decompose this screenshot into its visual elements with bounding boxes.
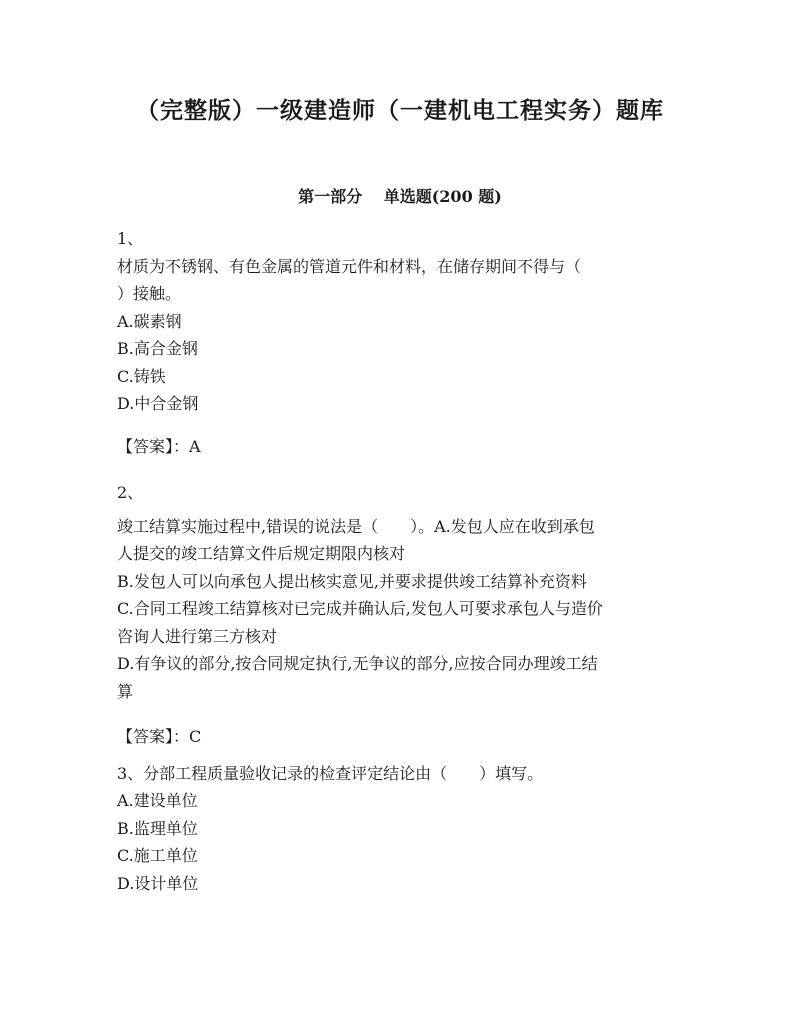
question-1 [117,225,697,460]
option-c-continued: 咨询人进行第三方核对 [117,626,278,646]
question-2 [117,479,697,751]
question-stem-line: ）接触。 [117,284,182,303]
question-number: 1、 [117,229,144,248]
answer-line: 【答案】：C [117,727,202,746]
option-a: A.碳素钢 [117,311,182,331]
question-3 [117,760,697,898]
document-title: （完整版）一级建造师（一建机电工程实务）题库 [136,97,664,124]
option-d: D.设计单位 [117,873,199,893]
question-stem-line: 材质为不锈钢、有色金属的管道元件和材料，在储存期间不得与（ [117,256,582,276]
question-stem-line: 人提交的竣工结算文件后规定期限内核对 [117,544,406,563]
option-d: D.有争议的部分,按合同规定执行,无争议的部分,应按合同办理竣工结 [117,654,598,673]
question-number: 2、 [117,483,144,502]
option-b: B.高合金钢 [117,339,198,358]
question-stem-line: 竣工结算实施过程中,错误的说法是（ ）。A.发包人应在收到承包 [117,516,595,536]
option-c: C.铸铁 [117,366,166,386]
question-list [117,225,697,897]
option-c: C.施工单位 [117,846,198,865]
answer-line: 【答案】：A [117,436,201,456]
option-c: C.合同工程竣工结算核对已完成并确认后,发包人可要求承包人与造价 [117,599,603,618]
option-a: A.建设单位 [117,791,198,810]
option-d: D.中合金钢 [117,394,199,413]
option-b: B.发包人可以向承包人提出核实意见,并要求提供竣工结算补充资料 [117,571,587,591]
option-d-continued: 算 [117,681,134,701]
section-heading: 第一部分 单选题(200 题) [298,187,502,206]
option-b: B.监理单位 [117,818,198,838]
question-stem-line: 3、分部工程质量验收记录的检查评定结论由（ ）填写。 [117,763,544,783]
